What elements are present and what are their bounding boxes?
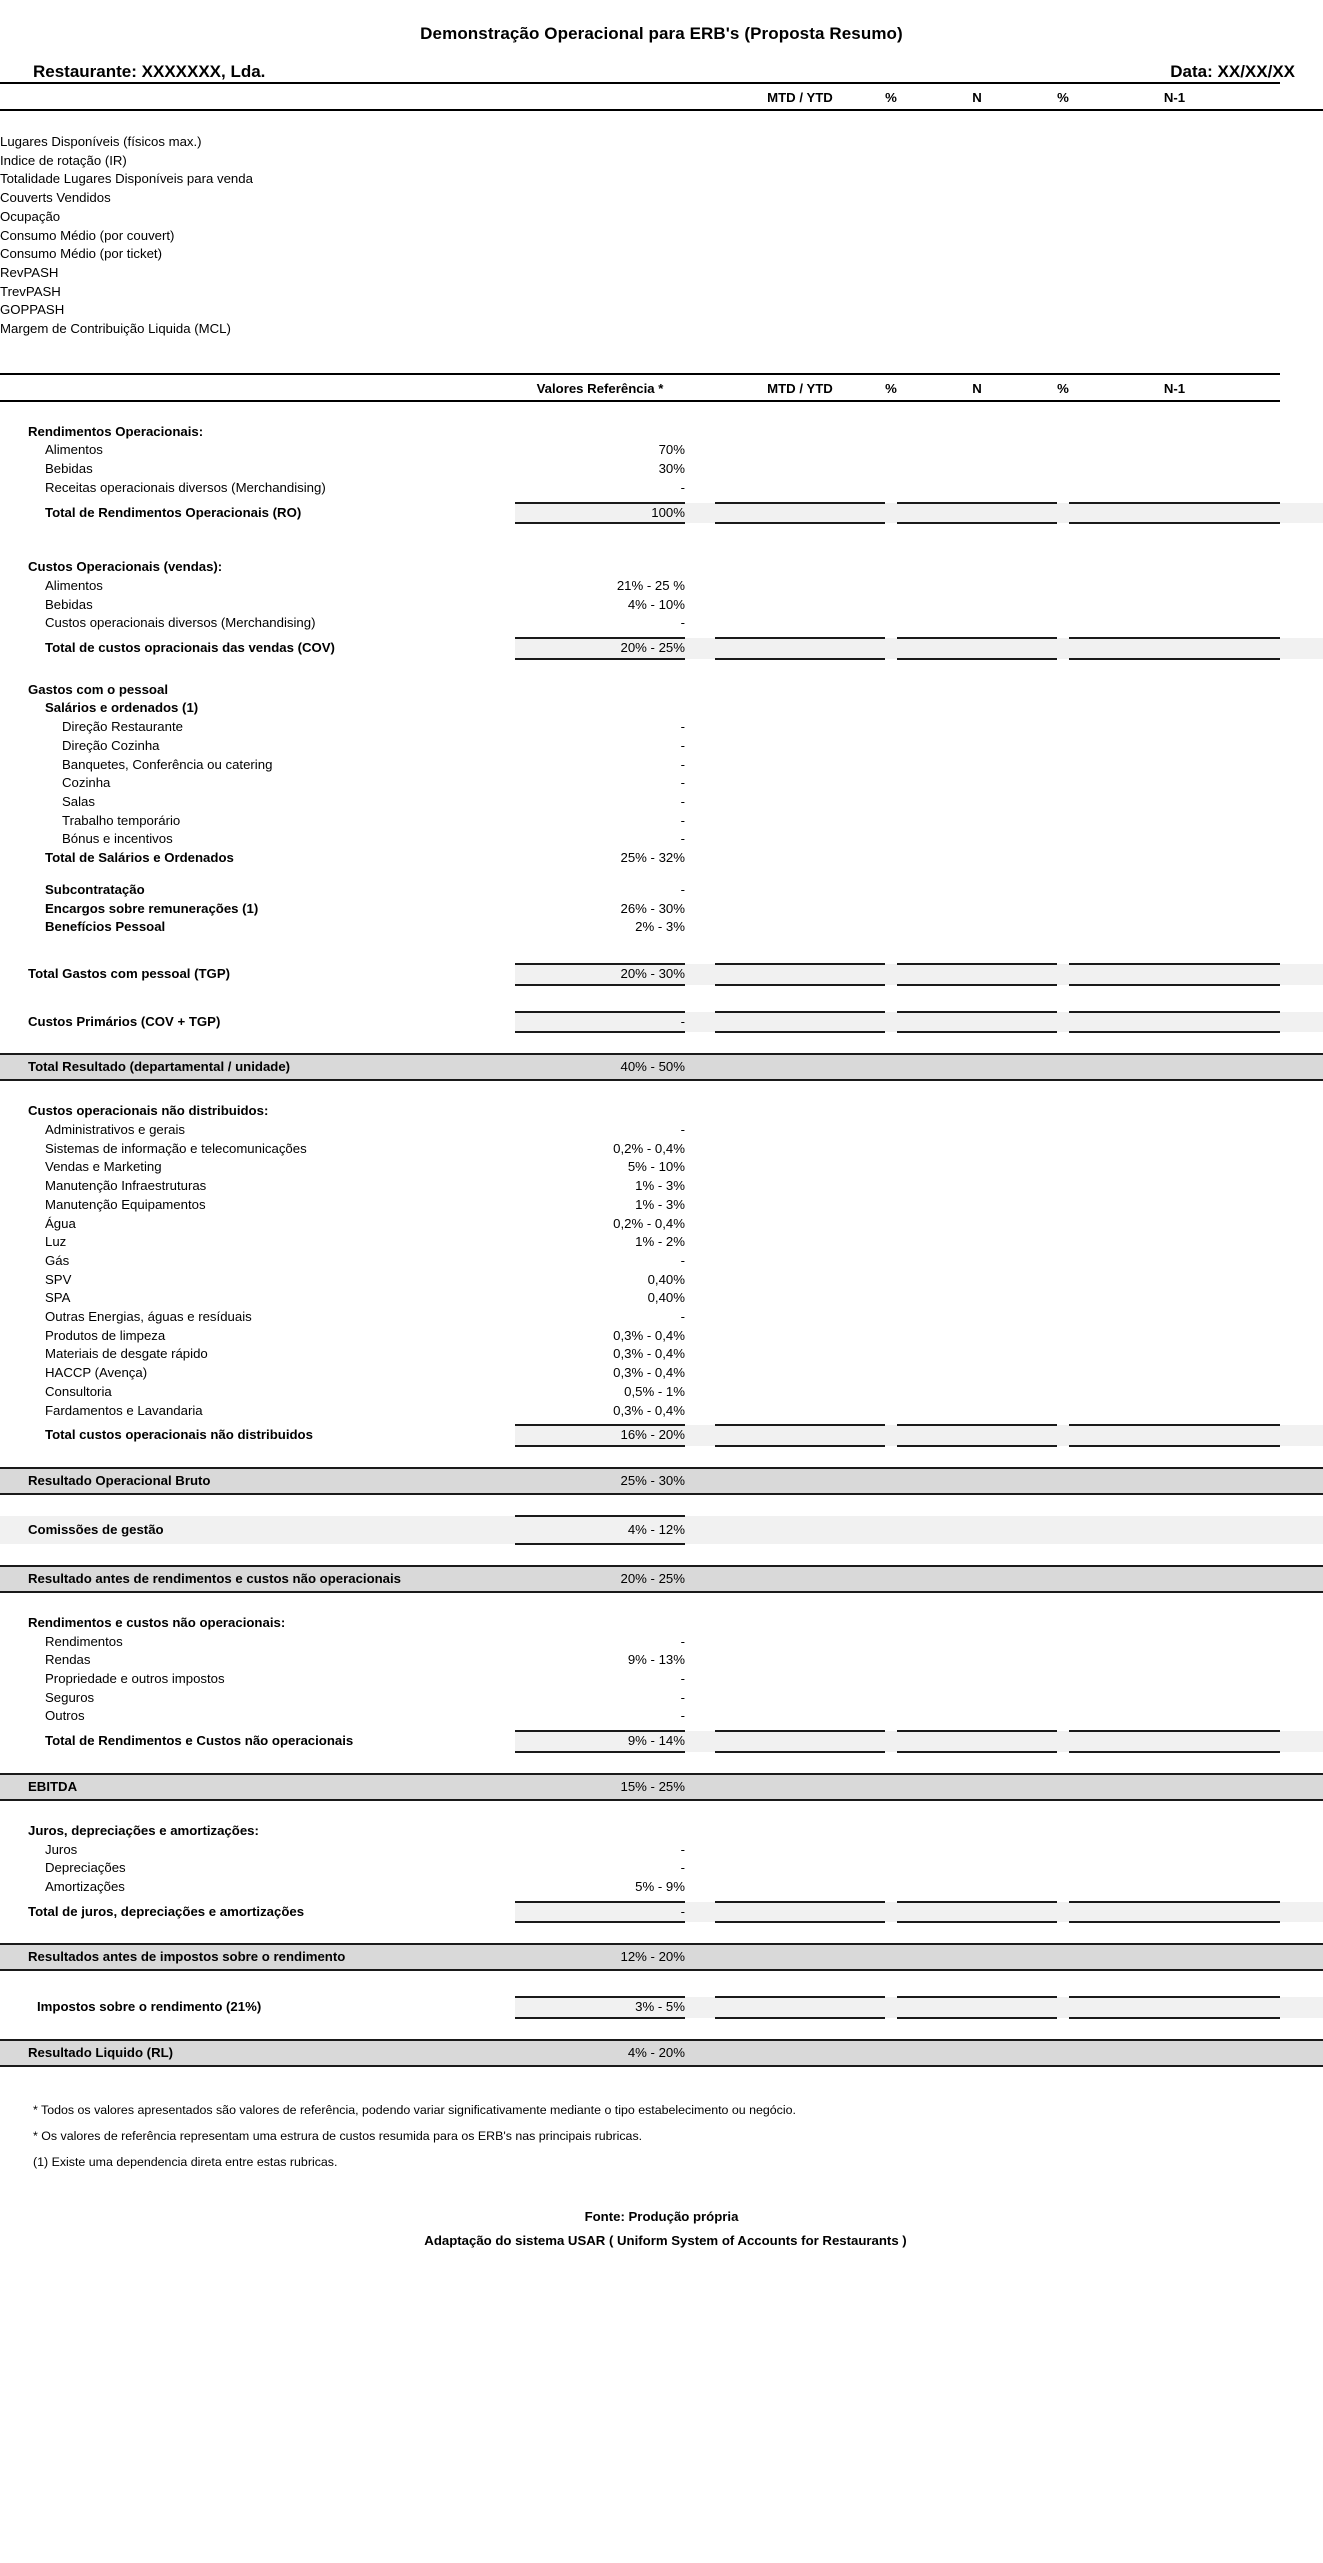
row-label: Direção Cozinha	[62, 737, 160, 753]
total-value-n1	[1069, 638, 1280, 659]
kpi-label: Margem de Contribuição Liquida (MCL)	[0, 321, 231, 337]
data-row	[0, 812, 1323, 831]
row-label: Banquetes, Conferência ou catering	[62, 756, 273, 772]
kpi-label: Consumo Médio (por couvert)	[0, 227, 175, 243]
total-value-mtd	[715, 503, 885, 524]
kpi-label: TrevPASH	[0, 283, 61, 299]
kpi-row	[0, 264, 1323, 283]
total-value-ref: 20% - 25%	[515, 638, 685, 659]
band-value-n1	[1069, 1566, 1280, 1592]
data-row	[0, 830, 1323, 849]
row-label: Cozinha	[62, 775, 111, 791]
comissoes-value-n	[897, 1516, 1057, 1544]
total-value-ref: 3% - 5%	[515, 1997, 685, 2018]
row-value-ref: 4% - 10%	[627, 596, 685, 612]
row-label: Outros	[45, 1708, 85, 1724]
spacer	[0, 523, 1323, 545]
spacer	[0, 1592, 1323, 1614]
row-label: Custos operacionais diversos (Merchandising)	[45, 615, 316, 631]
spacer	[0, 1032, 1323, 1054]
main-column-header-row	[0, 378, 1323, 401]
banded-total-row	[0, 1468, 1323, 1494]
band-value-n1	[1069, 1944, 1280, 1970]
total-value-mtd	[715, 1731, 885, 1752]
total-value-n1	[1069, 964, 1280, 985]
data-row	[0, 881, 1323, 900]
data-row	[0, 1689, 1323, 1708]
row-value-ref: -	[680, 831, 685, 847]
spacer	[0, 1800, 1323, 1822]
kpi-row	[0, 283, 1323, 302]
row-value-ref: -	[680, 1633, 685, 1649]
total-value-ref: -	[515, 1012, 685, 1033]
row-label: Vendas e Marketing	[45, 1159, 162, 1175]
total-value-ref: 20% - 30%	[515, 964, 685, 985]
kpi-label: GOPPASH	[0, 302, 65, 318]
band-value-ref: 40% - 50%	[515, 1054, 685, 1080]
row-label: Subcontratação	[45, 881, 145, 897]
data-row	[0, 1364, 1323, 1383]
total-row	[0, 1731, 1323, 1752]
kpi-label: Indice de rotação (IR)	[0, 152, 127, 168]
data-row	[0, 718, 1323, 737]
row-label: Água	[45, 1215, 76, 1231]
banded-total-row	[0, 1944, 1323, 1970]
row-label: Materiais de desgate rápido	[45, 1346, 208, 1362]
section-heading-row	[0, 1822, 1323, 1841]
banded-total-row	[0, 1774, 1323, 1800]
data-row	[0, 1402, 1323, 1421]
data-row	[0, 1121, 1323, 1140]
kpi-row	[0, 152, 1323, 171]
row-value-ref: 1% - 3%	[635, 1196, 685, 1212]
col-header-n: N	[897, 87, 1057, 110]
row-value-ref: -	[680, 737, 685, 753]
total-value-ref: -	[515, 1902, 685, 1923]
data-row	[0, 1177, 1323, 1196]
spacer	[0, 1494, 1323, 1516]
row-value-ref: -	[680, 793, 685, 809]
total-value-n	[897, 1902, 1057, 1923]
total-value-ref: 16% - 20%	[515, 1425, 685, 1446]
row-value-ref: -	[680, 1252, 685, 1268]
spacer	[0, 339, 1323, 361]
band-value-n	[897, 1944, 1057, 1970]
row-value-ref: 0,2% - 0,4%	[613, 1215, 685, 1231]
row-value-ref: -	[680, 1671, 685, 1687]
row-value-ref: -	[680, 775, 685, 791]
band-value-ref: 4% - 20%	[515, 2040, 685, 2066]
total-label: Total de Rendimentos e Custos não operacionais	[45, 1733, 354, 1749]
row-label: Benefícios Pessoal	[45, 919, 166, 935]
total-row	[0, 1902, 1323, 1923]
row-value-ref: -	[680, 881, 685, 897]
row-label: SPA	[45, 1290, 71, 1306]
total-value-n	[897, 1731, 1057, 1752]
row-label: Manutenção Equipamentos	[45, 1196, 206, 1212]
total-row	[0, 1997, 1323, 2018]
data-row	[0, 1252, 1323, 1271]
band-value-n	[897, 1468, 1057, 1494]
comissoes-value-ref: 4% - 12%	[515, 1516, 685, 1544]
kpi-row	[0, 208, 1323, 227]
row-label: Gás	[45, 1252, 70, 1268]
spacer	[0, 361, 1323, 374]
spacer	[0, 937, 1323, 959]
total-value-n	[897, 1425, 1057, 1446]
col-header-pct-1: %	[885, 87, 897, 110]
band-label: Resultado antes de rendimentos e custos não operacionais	[0, 1566, 515, 1592]
kpi-row	[0, 227, 1323, 246]
row-value-ref: -	[680, 719, 685, 735]
total-value-n1	[1069, 1997, 1280, 2018]
row-label: Produtos de limpeza	[45, 1327, 166, 1343]
total-value-mtd	[715, 638, 885, 659]
total-value-n1	[1069, 1731, 1280, 1752]
spacer	[0, 985, 1323, 1007]
subtotal-row	[0, 849, 1323, 868]
kpi-row	[0, 320, 1323, 339]
row-label: Administrativos e gerais	[45, 1122, 185, 1138]
row-label: Juros	[45, 1841, 78, 1857]
data-row	[0, 1289, 1323, 1308]
section-heading-row	[0, 558, 1323, 577]
band-value-n1	[1069, 2040, 1280, 2066]
data-row	[0, 1707, 1323, 1726]
total-value-n1	[1069, 1012, 1280, 1033]
band-label: Resultado Operacional Bruto	[0, 1468, 515, 1494]
kpi-label: Ocupação	[0, 208, 61, 224]
row-value-ref: -	[680, 479, 685, 495]
data-row	[0, 1670, 1323, 1689]
data-row	[0, 460, 1323, 479]
total-value-mtd	[715, 1997, 885, 2018]
data-row	[0, 479, 1323, 498]
kpi-row	[0, 189, 1323, 208]
row-label: Receitas operacionais diversos (Merchandising)	[45, 479, 326, 495]
data-row	[0, 793, 1323, 812]
data-row	[0, 774, 1323, 793]
row-label: Manutenção Infraestruturas	[45, 1178, 207, 1194]
band-value-mtd	[715, 1566, 885, 1592]
total-label: Total Gastos com pessoal (TGP)	[28, 965, 231, 981]
row-label: Fardamentos e Lavandaria	[45, 1402, 203, 1418]
total-value-ref: 9% - 14%	[515, 1731, 685, 1752]
row-value-ref: 2% - 3%	[635, 919, 685, 935]
row-label: Amortizações	[45, 1879, 125, 1894]
band-label: EBITDA	[0, 1774, 515, 1800]
row-value-ref: 0,40%	[647, 1271, 685, 1287]
subtotal-value-ref: 25% - 32%	[620, 850, 685, 866]
total-value-ref: 100%	[515, 503, 685, 524]
comissoes-value-n1	[1069, 1516, 1280, 1544]
col-header-pct-2: %	[1057, 87, 1069, 110]
row-label: Alimentos	[45, 442, 103, 458]
row-label: Sistemas de informação e telecomunicações	[45, 1140, 307, 1156]
row-label: Consultoria	[45, 1383, 112, 1399]
section-heading-row	[0, 1614, 1323, 1633]
spacer	[0, 659, 1323, 681]
data-row	[0, 1215, 1323, 1234]
band-value-ref: 15% - 25%	[515, 1774, 685, 1800]
row-value-ref: 0,5% - 1%	[624, 1383, 685, 1399]
data-row	[0, 1140, 1323, 1159]
section-heading: Gastos com o pessoal	[28, 681, 168, 697]
data-row	[0, 1271, 1323, 1290]
section-heading-row	[0, 1102, 1323, 1121]
total-value-n	[897, 1997, 1057, 2018]
row-value-ref: 1% - 2%	[635, 1234, 685, 1250]
data-row	[0, 1878, 1323, 1897]
spacer	[0, 1446, 1323, 1468]
band-value-n	[897, 1774, 1057, 1800]
kpi-label: RevPASH	[0, 264, 59, 280]
row-value-ref: 0,2% - 0,4%	[613, 1140, 685, 1156]
top-column-header-row	[0, 87, 1323, 110]
row-value-ref: -	[680, 812, 685, 828]
subtotal-label: Total de Salários e Ordenados	[45, 850, 234, 866]
total-label: Total de custos opracionais das vendas (COV)	[45, 640, 335, 656]
data-row	[0, 1633, 1323, 1652]
row-value-ref: 1% - 3%	[635, 1178, 685, 1194]
total-row	[0, 1012, 1323, 1033]
total-value-n	[897, 503, 1057, 524]
total-label: Impostos sobre o rendimento (21%)	[37, 1999, 262, 2015]
total-value-n	[897, 638, 1057, 659]
total-value-n1	[1069, 1902, 1280, 1923]
spacer	[0, 1752, 1323, 1774]
total-value-mtd	[715, 1425, 885, 1446]
spacer	[0, 2018, 1323, 2040]
source-block	[0, 2175, 1323, 2253]
data-row	[0, 614, 1323, 633]
section-heading: Rendimentos Operacionais:	[28, 423, 204, 439]
row-value-ref: -	[680, 615, 685, 631]
section-heading: Rendimentos e custos não operacionais:	[28, 1614, 286, 1630]
row-label: Alimentos	[45, 577, 103, 593]
row-value-ref: -	[680, 1841, 685, 1857]
spacer	[0, 401, 1323, 423]
band-label: Total Resultado (departamental / unidade)	[0, 1054, 515, 1080]
section-heading-row	[0, 423, 1323, 442]
row-label: Direção Restaurante	[62, 719, 183, 735]
kpi-row	[0, 133, 1323, 152]
kpi-row	[0, 245, 1323, 264]
col-header-n1: N-1	[1069, 378, 1280, 401]
band-value-mtd	[715, 1774, 885, 1800]
spacer	[0, 1922, 1323, 1944]
data-row	[0, 1859, 1323, 1878]
data-row	[0, 1345, 1323, 1364]
data-row	[0, 1158, 1323, 1177]
col-header-pct-2: %	[1057, 378, 1069, 401]
total-row	[0, 1425, 1323, 1446]
comissoes-value-mtd	[715, 1516, 885, 1544]
row-label: Seguros	[45, 1689, 95, 1705]
band-value-n	[897, 2040, 1057, 2066]
row-label: Depreciações	[45, 1860, 126, 1876]
data-row	[0, 441, 1323, 460]
data-row	[0, 1327, 1323, 1346]
row-label: Bebidas	[45, 461, 93, 477]
band-value-mtd	[715, 1054, 885, 1080]
col-header-pct-1: %	[885, 378, 897, 401]
page-title: Demonstração Operacional para ERB's (Proposta Resumo)	[420, 24, 903, 43]
row-value-ref: 5% - 10%	[627, 1159, 685, 1175]
data-row	[0, 1651, 1323, 1670]
band-value-ref: 12% - 20%	[515, 1944, 685, 1970]
data-row	[0, 596, 1323, 615]
row-label: Trabalho temporário	[62, 812, 181, 828]
spacer	[0, 1080, 1323, 1102]
spacer	[0, 111, 1323, 133]
row-value-ref: -	[680, 756, 685, 772]
band-label: Resultados antes de impostos sobre o rendimento	[0, 1944, 515, 1970]
total-label: Total custos operacionais não distribuidos	[45, 1427, 313, 1443]
section-heading: Custos operacionais não distribuidos:	[28, 1103, 269, 1119]
row-label: Salas	[62, 793, 95, 809]
row-value-ref: -	[680, 1708, 685, 1724]
total-row	[0, 503, 1323, 524]
row-value-ref: 70%	[658, 442, 685, 458]
spacer	[0, 1544, 1323, 1566]
row-label: Bebidas	[45, 596, 93, 612]
band-value-n1	[1069, 1774, 1280, 1800]
row-value-ref: 5% - 9%	[635, 1879, 685, 1894]
total-row	[0, 638, 1323, 659]
data-row	[0, 737, 1323, 756]
banded-total-row	[0, 1054, 1323, 1080]
col-header-n: N	[897, 378, 1057, 401]
row-label: Bónus e incentivos	[62, 831, 173, 847]
band-value-n1	[1069, 1054, 1280, 1080]
row-value-ref: 9% - 13%	[627, 1652, 685, 1668]
row-value-ref: -	[680, 1309, 685, 1325]
row-value-ref: -	[680, 1122, 685, 1138]
source-line-1: Fonte: Produção própria	[584, 2209, 739, 2225]
kpi-label: Consumo Médio (por ticket)	[0, 246, 162, 262]
document-subheader	[0, 44, 1323, 82]
section-subheading: Salários e ordenados (1)	[45, 700, 199, 716]
footnote-2: * Os valores de referência representam uma estrura de custos resumida para os ERB's nas principais rubricas.	[33, 2129, 643, 2144]
col-header-n1: N-1	[1069, 87, 1280, 110]
spacer	[0, 868, 1323, 881]
total-label: Total de Rendimentos Operacionais (RO)	[45, 504, 302, 520]
total-value-n	[897, 1012, 1057, 1033]
total-row	[0, 964, 1323, 985]
col-header-valores-referencia: Valores Referência *	[515, 378, 685, 401]
total-value-mtd	[715, 1012, 885, 1033]
kpi-label: Couverts Vendidos	[0, 190, 111, 206]
operational-statement-table	[0, 82, 1323, 2067]
date-label: Data: XX/XX/XX	[1170, 62, 1295, 81]
row-value-ref: -	[680, 1689, 685, 1705]
band-value-ref: 25% - 30%	[515, 1468, 685, 1494]
spacer	[0, 545, 1323, 558]
band-label: Resultado Liquido (RL)	[0, 2040, 515, 2066]
col-header-mtd: MTD / YTD	[715, 378, 885, 401]
row-value-ref: 0,3% - 0,4%	[613, 1402, 685, 1418]
footnotes	[0, 2067, 1323, 2175]
kpi-row	[0, 170, 1323, 189]
source-line-2: Adaptação do sistema USAR ( Uniform System of Accounts for Restaurants )	[424, 2233, 907, 2249]
band-value-mtd	[715, 2040, 885, 2066]
total-value-n1	[1069, 503, 1280, 524]
row-label: SPV	[45, 1271, 72, 1287]
row-label: Luz	[45, 1234, 67, 1250]
kpi-label: Totalidade Lugares Disponíveis para venda	[0, 171, 253, 187]
row-value-ref: 0,3% - 0,4%	[613, 1346, 685, 1362]
total-value-n	[897, 964, 1057, 985]
comissoes-label: Comissões de gestão	[0, 1516, 515, 1544]
section-heading: Custos Operacionais (vendas):	[28, 559, 223, 575]
total-label: Custos Primários (COV + TGP)	[28, 1013, 221, 1029]
data-row	[0, 1233, 1323, 1252]
band-value-mtd	[715, 1468, 885, 1494]
data-row	[0, 1308, 1323, 1327]
band-value-mtd	[715, 1944, 885, 1970]
row-value-ref: 21% - 25 %	[616, 577, 685, 593]
kpi-label: Lugares Disponíveis (físicos max.)	[0, 134, 202, 149]
spacer	[0, 1970, 1323, 1992]
total-value-mtd	[715, 1902, 885, 1923]
col-header-mtd: MTD / YTD	[715, 87, 885, 110]
row-label: Rendas	[45, 1652, 91, 1668]
row-value-ref: 0,3% - 0,4%	[613, 1365, 685, 1381]
banded-total-row	[0, 1566, 1323, 1592]
data-row	[0, 577, 1323, 596]
data-row	[0, 900, 1323, 919]
band-value-n	[897, 1054, 1057, 1080]
kpi-row	[0, 301, 1323, 320]
data-row	[0, 1841, 1323, 1860]
band-value-n1	[1069, 1468, 1280, 1494]
band-value-ref: 20% - 25%	[515, 1566, 685, 1592]
row-label: Propriedade e outros impostos	[45, 1671, 225, 1687]
row-value-ref: 26% - 30%	[620, 900, 685, 916]
restaurant-label: Restaurante: XXXXXXX, Lda.	[33, 62, 266, 81]
total-value-mtd	[715, 964, 885, 985]
section-heading-row	[0, 681, 1323, 700]
footnote-3: (1) Existe uma dependencia direta entre estas rubricas.	[33, 2155, 338, 2170]
row-label: Outras Energias, águas e resíduais	[45, 1309, 252, 1325]
row-value-ref: 30%	[658, 461, 685, 477]
data-row	[0, 918, 1323, 937]
footnote-1: * Todos os valores apresentados são valores de referência, podendo variar significativamente mediante o tipo estabelecimento ou negócio.	[33, 2103, 796, 2118]
data-row	[0, 1196, 1323, 1215]
row-value-ref: 0,40%	[647, 1290, 685, 1306]
comissoes-row	[0, 1516, 1323, 1544]
band-value-n	[897, 1566, 1057, 1592]
data-row	[0, 756, 1323, 775]
row-value-ref: 0,3% - 0,4%	[613, 1327, 685, 1343]
section-heading: Juros, depreciações e amortizações:	[28, 1822, 259, 1838]
section-subheading-row	[0, 699, 1323, 718]
total-label: Total de juros, depreciações e amortizações	[28, 1903, 305, 1919]
row-value-ref: -	[680, 1860, 685, 1876]
row-label: HACCP (Avença)	[45, 1365, 148, 1381]
row-label: Encargos sobre remunerações (1)	[45, 900, 259, 916]
data-row	[0, 1383, 1323, 1402]
banded-total-row	[0, 2040, 1323, 2066]
total-value-n1	[1069, 1425, 1280, 1446]
row-label: Rendimentos	[45, 1633, 123, 1649]
